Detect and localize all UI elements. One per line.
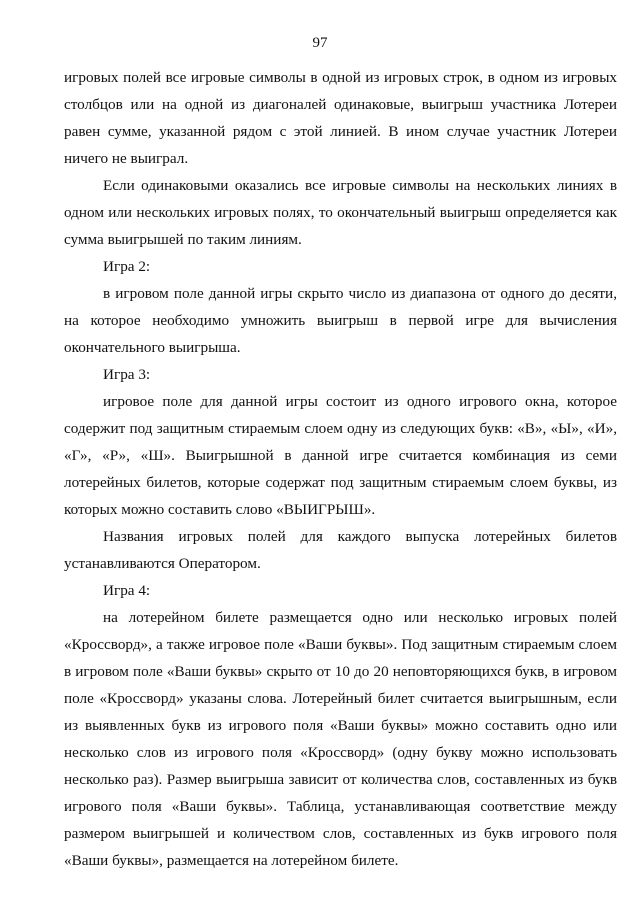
text-body [64,64,617,874]
paragraph-game-4: на лотерейном билете размещается одно или несколько игровых полей «Кроссворд», а также игровое поле «Ваши буквы». Под защитным стираемым слоем в игровом поле «Ваши буквы» скрыто от 10 до 20 неповторяющихся букв, в игровом поле «Кроссворд» указаны слова. Лотерейный билет считается выигрышным, если из выявленных букв из игрового поля «Ваши буквы» можно составить одно или несколько слов из игрового поля «Кроссворд» (одну букву можно использовать несколько раз). Размер выигрыша зависит от количества слов, составленных из букв игрового поля «Ваши буквы». Таблица, устанавливающая соответствие между размером выигрышей и количеством слов, составленных из букв игрового поля «Ваши буквы», размещается на лотерейном билете. [64,609,617,869]
paragraph-field-names: Названия игровых полей для каждого выпуска лотерейных билетов устанавливаются Оператором. [64,528,617,572]
paragraph-game-2: в игровом поле данной игры скрыто число из диапазона от одного до десяти, на которое необходимо умножить выигрыш в первой игре для вычисления окончательного выигрыша. [64,285,617,356]
game-3-heading: Игра 3: [103,366,151,383]
paragraph-lines-win-condition: игровых полей все игровые символы в одной из игровых строк, в одном из игровых столбцов или на одной из диагоналей одинаковые, выигрыш участника Лотереи равен сумме, указанной рядом с этой линией. В ином случае участник Лотереи ничего не выиграл. [64,69,617,167]
paragraph-game-3: игровое поле для данной игры состоит из одного игрового окна, которое содержит под защитным стираемым слоем одну из следующих букв: «В», «Ы», «И», «Г», «Р», «Ш». Выигрышной в данной игре считается комбинация из семи лотерейных билетов, которые содержат под защитным стираемым слоем буквы, из которых можно составить слово «ВЫИГРЫШ». [64,393,617,518]
game-4-heading: Игра 4: [103,582,151,599]
game-2-heading: Игра 2: [103,258,151,275]
paragraph-multiple-lines: Если одинаковыми оказались все игровые символы на нескольких линиях в одном или нескольких игровых полях, то окончательный выигрыш определяется как сумма выигрышей по таким линиям. [64,177,617,248]
page-number: 97 [312,35,328,51]
